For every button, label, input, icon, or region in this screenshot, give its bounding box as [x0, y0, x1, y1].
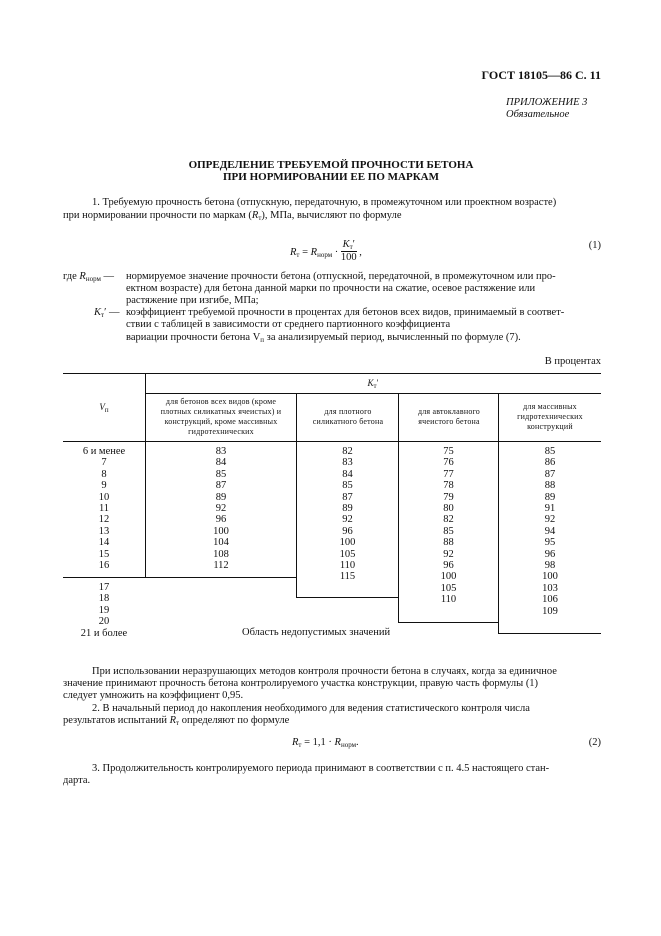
para3-line1: 2. В начальный период до накопления необходимого для ведения статистического контроля числа	[92, 703, 530, 714]
col-header-hydro: для массивных гидротехнических конструкций	[517, 402, 583, 431]
para4-line2: дарта.	[63, 775, 91, 786]
col-autoclave-values: 75 76 77 78 79 80 82 85 88 92 96 100 105 110	[440, 446, 457, 606]
table-step-4	[498, 633, 601, 634]
para2-line1: При использовании неразрушающих методов контроля прочности бетона в случаях, когда за единичное	[92, 666, 557, 677]
formula-1-fraction: $K_т'$ 100	[340, 239, 357, 263]
formula-2: $R_т = 1,1 \cdot R_{норм}$.	[292, 737, 359, 749]
table-unit-note: В процентах	[544, 356, 601, 367]
def2-line3: вариации прочности бетона $V_п$ за анализируемый период, вычисленный по формуле (7).	[126, 332, 521, 344]
where-term-2: $K_т'$ —	[94, 307, 120, 319]
table-step-1b	[146, 577, 297, 578]
table-step-1	[63, 577, 146, 578]
def2-line1: коэффициент требуемой прочности в процентах для бетонов всех видов, принимаемый в соответ-	[126, 307, 565, 318]
appendix-label: ПРИЛОЖЕНИЕ 3	[506, 97, 588, 108]
def1-line1: нормируемое значение прочности бетона (отпускной, передаточной, в промежуточном или про-	[126, 271, 556, 282]
col-silicate-values: 82 83 84 85 87 89 92 96 100 105 110 115	[339, 446, 356, 583]
table-group-divider	[145, 393, 601, 394]
para2-line2: значение принимают прочность бетона контролируемого участка конструкции, правую часть формулы (1)	[63, 678, 539, 689]
para4-line1: 3. Продолжительность контролируемого периода принимают в соответствии с п. 4.5 настоящего стан-	[92, 763, 550, 774]
col-hydro-values: 85 86 87 88 89 91 92 94 95 96 98 100 103 106 109	[542, 446, 558, 617]
para2-line3: следует умножить на коэффициент 0,95.	[63, 690, 244, 701]
title-line-2: ПРИ НОРМИРОВАНИИ ЕЕ ПО МАРКАМ	[223, 171, 439, 183]
col-header-all-concrete: для бетонов всех видов (кроме плотных силикатных ячеистых) и конструкций, кроме массивных гидротехнических	[160, 397, 282, 436]
page-reference: ГОСТ 18105—86 С. 11	[481, 68, 601, 82]
table-step-3	[398, 622, 499, 623]
def1-line3: растяжение при изгибе, МПа;	[126, 295, 259, 306]
formula-1-number: (1)	[588, 240, 601, 251]
invalid-zone-label: Область недопустимых значений	[242, 627, 391, 638]
title-line-1: ОПРЕДЕЛЕНИЕ ТРЕБУЕМОЙ ПРОЧНОСТИ БЕТОНА	[188, 159, 474, 171]
table-step-2	[296, 597, 399, 598]
appendix-status: Обязательное	[506, 109, 570, 120]
table-header-bottom	[63, 441, 601, 442]
col-header-autoclave: для автоклавного ячеистого бетона	[417, 407, 481, 426]
group-header-kt: $K_т'$	[367, 378, 379, 390]
vp-column: 6 и менее 7 8 9 10 11 12 13 14 15 16	[82, 446, 126, 572]
where-term-1: где $R_{норм}$ —	[63, 271, 115, 283]
para3-line2: результатов испытаний $R_т$ определяют по формуле	[63, 715, 290, 727]
formula-1: $R_т = R_{норм}$ · $K_т'$ 100 ,	[290, 239, 362, 263]
row-header-vp: $V_п$	[99, 402, 109, 414]
col-header-silicate: для плотного силикатного бетона	[312, 407, 384, 426]
formula-2-number: (2)	[588, 737, 601, 748]
para1-line1: 1. Требуемую прочность бетона (отпускную, передаточную, в промежуточном или проектном возрасте)	[92, 197, 557, 208]
para1-line2: при нормировании прочности по маркам $(R_т)$, МПа, вычисляют по формуле	[63, 210, 402, 222]
def1-line2: ектном возрасте) для бетона данной марки по прочности на сжатие, осевое растяжение или	[126, 283, 536, 294]
table-top-border	[63, 373, 601, 374]
col-all-concrete-values: 83 84 85 87 89 92 96 100 104 108 112	[213, 446, 229, 572]
vp-column-extended: 17 18 19 20 21 и более	[80, 582, 128, 639]
def2-line2: ствии с таблицей в зависимости от среднего партионного коэффициента	[126, 319, 451, 330]
